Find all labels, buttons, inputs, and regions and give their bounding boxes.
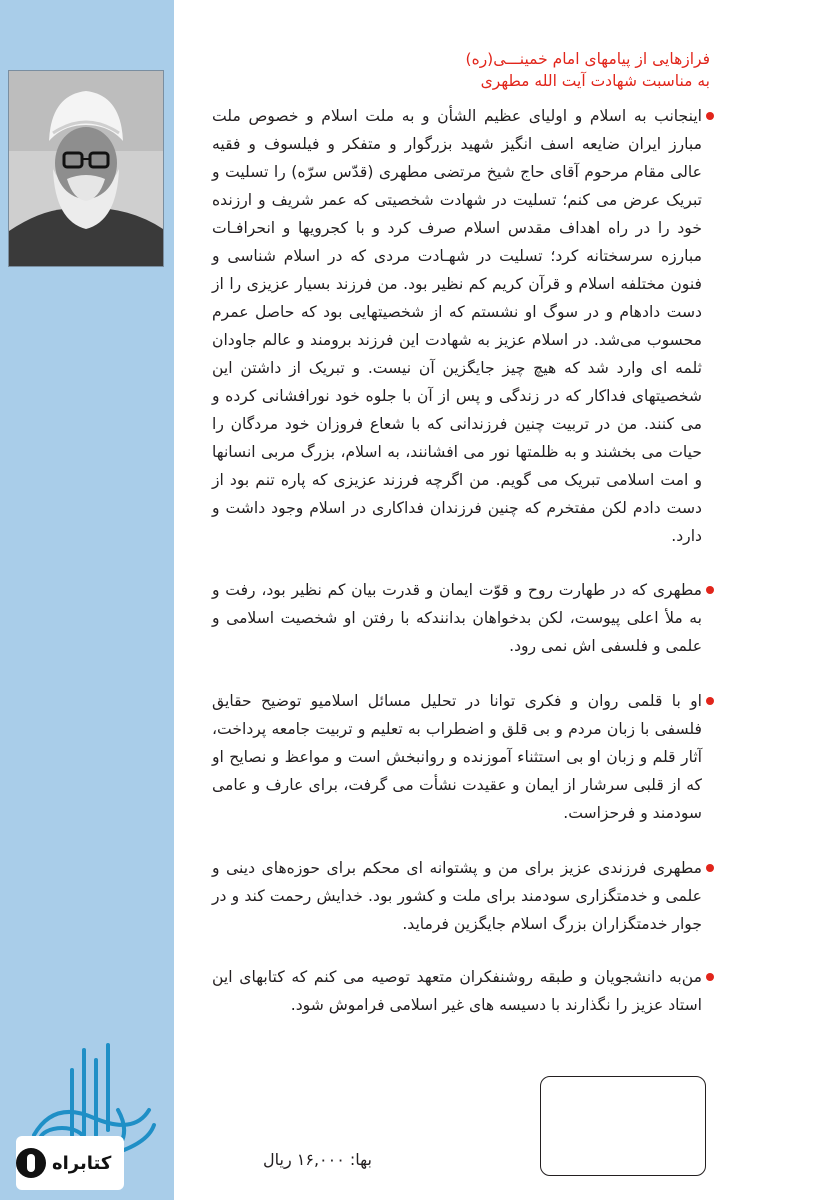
- quote-content: [212, 48, 710, 1019]
- paragraph: [212, 854, 710, 938]
- red-bullet-icon: [706, 112, 714, 120]
- paragraph-text: اینجانب به اسلام و اولیای عظیم الشأن و به ملت اسلام و خصوص ملت مبارز ایران ضایعه اسف انگیز شهید بزرگوار و متفکر و فیلسوف و فقیه عالی مقام مرحوم آقای حاج شیخ مرتضی مطهری (قدّس سرّه) را تسلیت و تبریک عرض می کنم؛ تسلیت در شهادت شخصیتی که عمر شریف و ارزنده خود را در راه اهداف مقدس اسلام صرف کرد و با کجرویها و انحرافـات مبارزه سرسختانه کرد؛ تسلیت در شهـادت مردی که در اسلام شناسی و فنون مختلفه اسلام و قرآن کریم کم نظیر بود. من فرزند بسیار عزیزی را از دست دادهام و در سوگ او نشستم که از شخصیتهایی بود که حاصل عمرم محسوب می‌شد. در اسلام عزیز به شهادت این فرزند برومند و عالم جاودان ثلمه ای وارد شد که هیچ چیز جایگزین آن نیست. و تبریک از داشتن این شخصیتهای فداکار که در زندگی و پس از آن با جلوه خود نورافشانی کرده و می کنند. من در تربیت چنین فرزندانی که با شعاع فروزان خود مردگان را حیات می بخشند و به ظلمتها نور می افشانند، به اسلام، بزرگ مربی انسانها و امت اسلامی تبریک می گویم. من اگرچه فرزند عزیزی که پاره تنم بود از دست دادم لکن مفتخرم که چنین فرزندان فداکاری در اسلام وجود داشت و دارد.: [212, 107, 702, 545]
- paragraph-text: مطهری که در طهارت روح و قوّت ایمان و قدرت بیان کم نظیر بود، رفت و به ملأ اعلی پیوست، لکن بدخواهان بدانندکه با رفتن او شخصیت اسلامی و علمی و فلسفی اش نمی رود.: [212, 581, 702, 655]
- publisher-logo-icon: [16, 1148, 46, 1178]
- red-bullet-icon: [706, 586, 714, 594]
- paragraph-text: مطهری فرزندی عزیز برای من و پشتوانه ای محکم برای حوزه‌های دینی و علمی و خدمتگزاری سودمند برای ملت و کشور بود. خدایش رحمت کند و در جوار خدمتگزاران بزرگ اسلام جایگزین فرماید.: [212, 859, 702, 933]
- red-bullet-icon: [706, 697, 714, 705]
- barcode-box: [540, 1076, 706, 1176]
- paragraph: [212, 963, 710, 1019]
- red-bullet-icon: [706, 973, 714, 981]
- publisher-badge: [16, 1136, 124, 1190]
- paragraph: [212, 102, 710, 550]
- red-bullet-icon: [706, 864, 714, 872]
- price-value: ۱۶,۰۰۰ ریال: [262, 1150, 345, 1169]
- price-label: بها:: [349, 1150, 372, 1169]
- price: [212, 1150, 372, 1169]
- paragraph-text: من‌به دانشجویان و طبقه روشنفکران متعهد توصیه می کنم که کتابهای این استاد عزیز را نگذارند با دسیسه های غیر اسلامی فراموش شود.: [212, 968, 702, 1014]
- paragraph: [212, 687, 710, 827]
- heading-line-2: به مناسبت شهادت آیت الله مطهری: [480, 72, 710, 90]
- heading-line-1: فرازهایی از پیامهای امام خمینـــی(ره): [465, 50, 710, 68]
- author-portrait: [8, 70, 164, 267]
- paragraph-text: او با قلمی روان و فکری توانا در تحلیل مسائل اسلامیو توضیح حقایق فلسفی با زبان مردم و بی قلق و اضطراب به تعلیم و تربیت جامعه پرداخت، آثار قلم و زبان او بی استثناء آموزنده و روانبخش است و مواعظ و نصایح او که از قلبی سرشار از ایمان و عقیدت نشأت می گرفت، برای عارف و عامی سودمند و فرحزاست.: [212, 692, 702, 822]
- portrait-image: [9, 71, 163, 266]
- publisher-name: کتابراه: [52, 1152, 112, 1174]
- paragraph: [212, 576, 710, 660]
